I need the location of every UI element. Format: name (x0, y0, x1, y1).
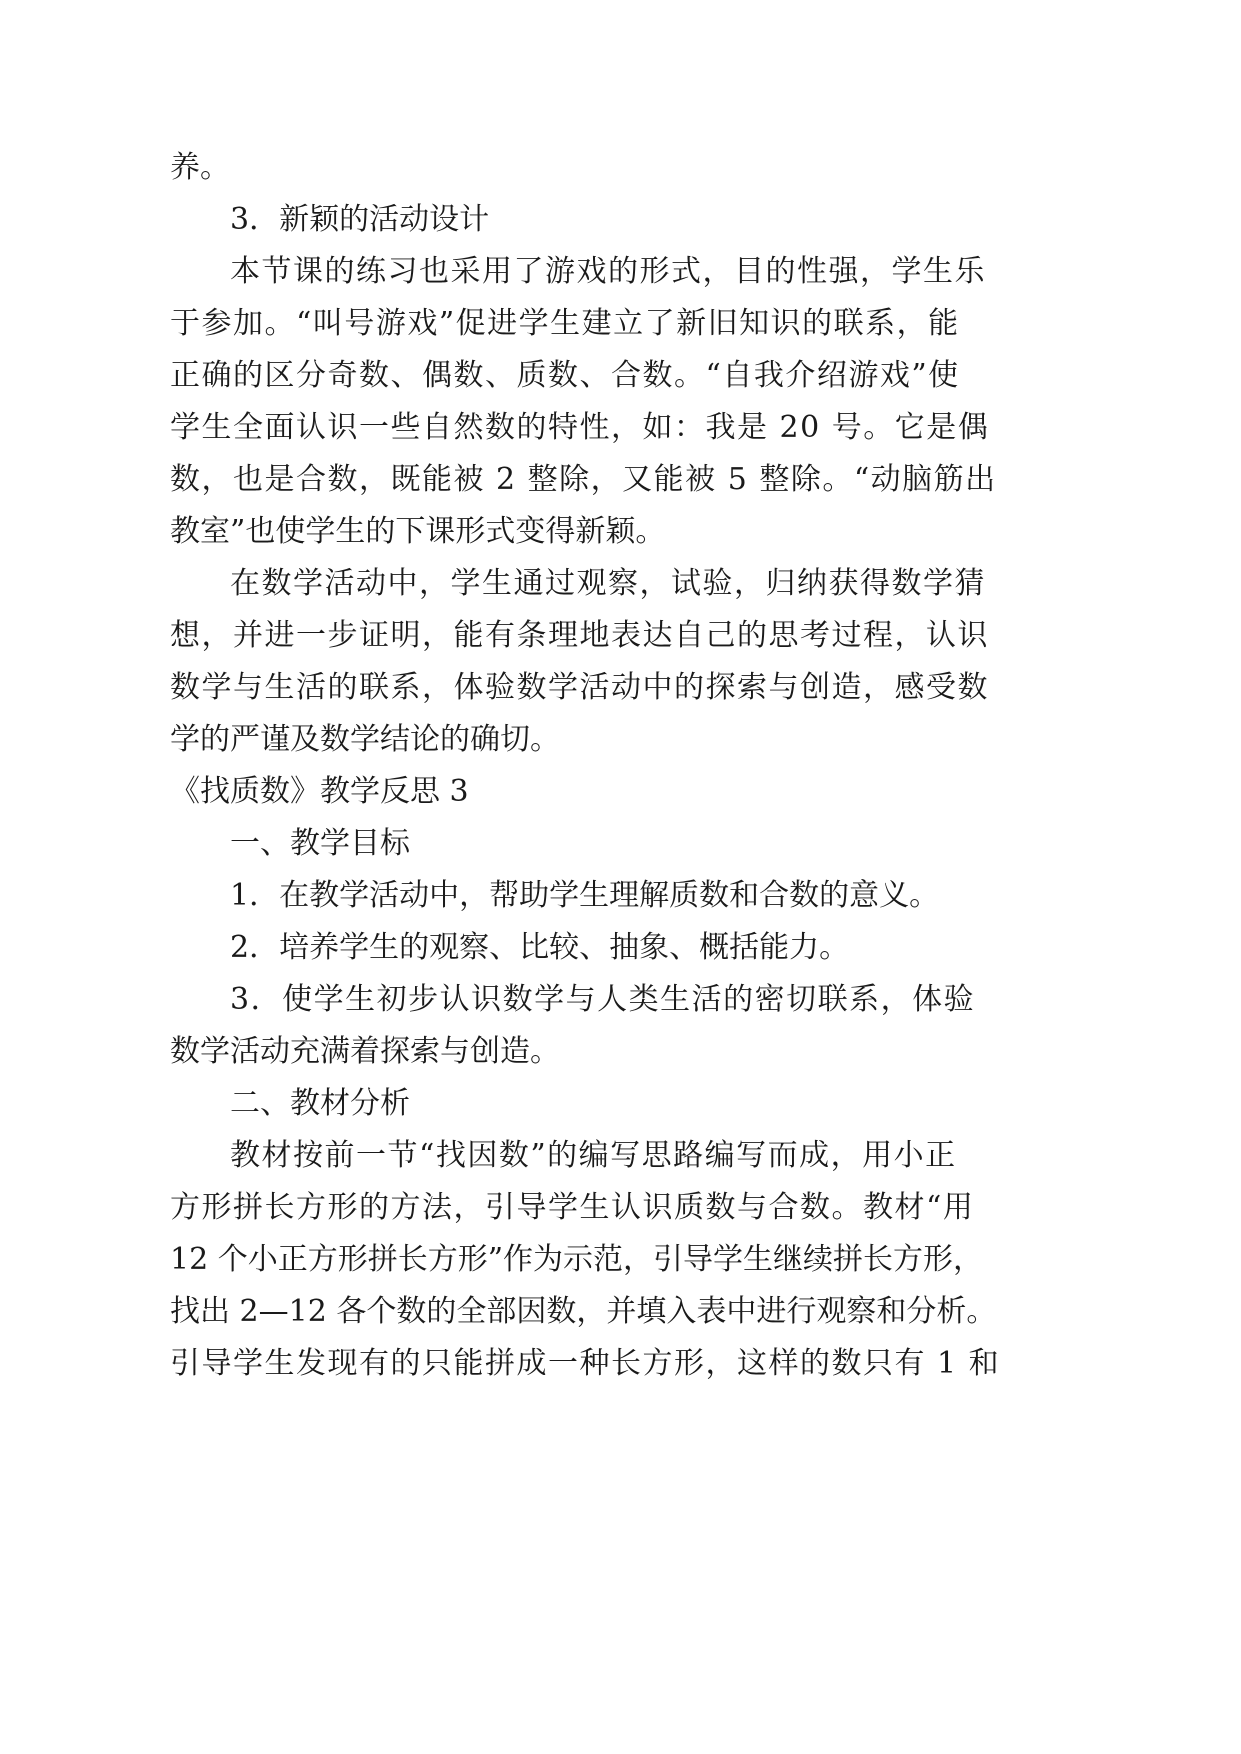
section-heading: 二、教材分析 (230, 1086, 410, 1121)
paragraph-line: 正确的区分奇数、偶数、质数、合数。“自我介绍游戏”使 (170, 358, 960, 393)
list-item: 1．在教学活动中，帮助学生理解质数和合数的意义。 (230, 878, 940, 913)
paragraph-line: 在数学活动中，学生通过观察，试验，归纳获得数学猜 (230, 566, 986, 601)
document-title: 《找质数》教学反思 3 (170, 774, 469, 809)
paragraph-line: 方形拼长方形的方法，引导学生认识质数与合数。教材“用 (170, 1190, 975, 1225)
paragraph-line: 想，并进一步证明，能有条理地表达自己的思考过程，认识 (170, 618, 989, 653)
section-heading: 3．新颖的活动设计 (230, 202, 490, 237)
list-item: 3．使学生初步认识数学与人类生活的密切联系，体验 (230, 982, 976, 1017)
list-item: 2．培养学生的观察、比较、抽象、概括能力。 (230, 930, 850, 965)
paragraph-line: 12 个小正方形拼长方形”作为示范，引导学生继续拼长方形， (170, 1242, 984, 1277)
paragraph-line: 数学与生活的联系，体验数学活动中的探索与创造，感受数 (170, 670, 989, 705)
paragraph-line: 学的严谨及数学结论的确切。 (170, 722, 560, 757)
paragraph-line: 教室”也使学生的下课形式变得新颖。 (170, 514, 666, 549)
section-heading: 一、教学目标 (230, 826, 410, 861)
paragraph-line: 数，也是合数，既能被 2 整除，又能被 5 整除。“动脑筋出 (170, 462, 997, 497)
paragraph-line: 学生全面认识一些自然数的特性，如：我是 20 号。它是偶 (170, 410, 990, 445)
paragraph-line: 找出 2—12 各个数的全部因数，并填入表中进行观察和分析。 (170, 1294, 997, 1329)
paragraph-line: 本节课的练习也采用了游戏的形式，目的性强，学生乐 (230, 254, 986, 289)
list-item: 数学活动充满着探索与创造。 (170, 1034, 560, 1069)
paragraph-line: 养。 (170, 150, 230, 185)
paragraph-line: 于参加。“叫号游戏”促进学生建立了新旧知识的联系，能 (170, 306, 960, 341)
paragraph-line: 教材按前一节“找因数”的编写思路编写而成，用小正 (230, 1138, 957, 1173)
paragraph-line: 引导学生发现有的只能拼成一种长方形，这样的数只有 1 和 (170, 1346, 1001, 1381)
